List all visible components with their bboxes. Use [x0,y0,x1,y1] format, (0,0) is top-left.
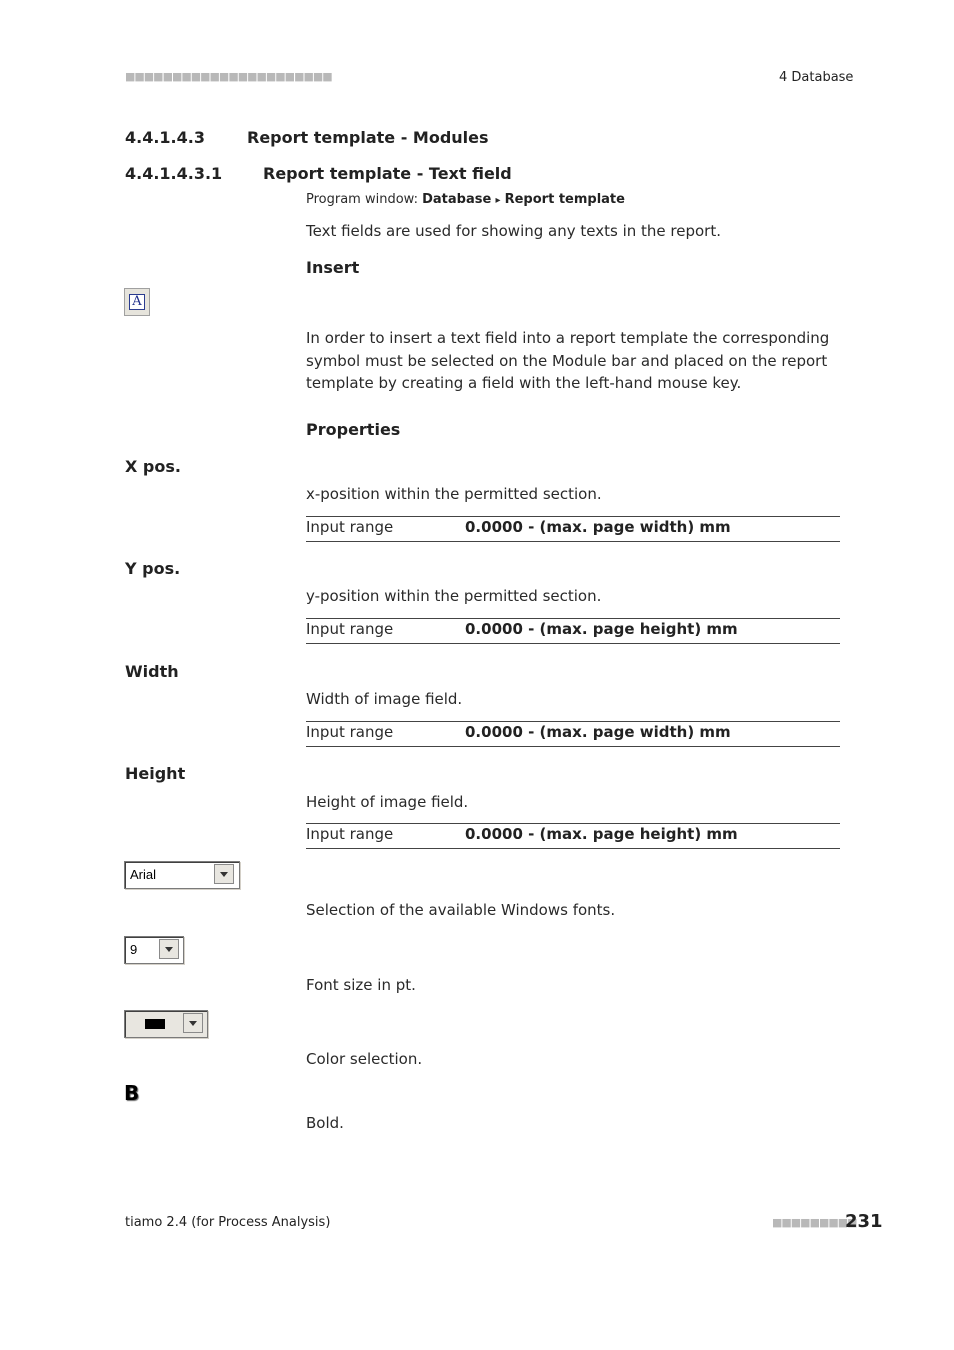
intro-text: Text fields are used for showing any texts in the report. [306,222,721,240]
font-select-value: Arial [130,867,157,882]
text-field-icon-glyph: A [129,294,145,310]
prop-desc-width: Width of image field. [306,690,463,708]
section-heading [125,128,205,147]
insert-line-2: symbol must be selected on the Module bar and placed on the report [306,351,828,370]
text-field-icon [124,288,150,316]
range-value: 0.0000 - (max. page width) mm [465,723,731,741]
range-value: 0.0000 - (max. page height) mm [465,825,738,843]
properties-heading: Properties [306,420,401,439]
program-window-path [306,192,625,207]
subsection-title: Report template - Text field [263,164,512,183]
prop-label-width: Width [125,662,179,681]
color-select[interactable] [124,1010,208,1038]
program-window-prefix: Program window: [306,192,423,207]
prop-desc-height: Height of image field. [306,793,469,811]
footer-product: tiamo 2.4 (for Process Analysis) [125,1215,331,1230]
prop-label-xpos: X pos. [125,457,181,476]
range-key: Input range [306,825,394,843]
chevron-down-icon[interactable] [159,939,179,959]
chevron-down-icon[interactable] [214,864,234,884]
subsection-heading [125,164,222,183]
range-table-ypos [306,618,840,644]
path-separator: ▸ [495,195,501,206]
range-table-height [306,823,840,849]
insert-heading: Insert [306,258,360,277]
section-title: Report template - Modules [247,128,489,147]
prop-desc-ypos: y-position within the permitted section. [306,587,602,605]
range-table-width [306,721,840,747]
subsection-number: 4.4.1.4.3.1 [125,164,223,183]
footer-decoration: ■■■■■■■■■ [772,1216,857,1229]
page-number: 231 [845,1211,883,1232]
chevron-down-icon[interactable] [183,1013,203,1033]
font-size-desc: Font size in pt. [306,976,416,994]
color-select-desc: Color selection. [306,1050,423,1068]
path-report-template: Report template [504,192,625,207]
insert-description [306,327,846,395]
font-size-value: 9 [130,942,138,957]
range-key: Input range [306,620,394,638]
font-select[interactable] [124,861,240,889]
font-size-select[interactable] [124,936,184,964]
bold-icon[interactable]: B [124,1081,140,1105]
insert-line-3: template by creating a field with the left-hand mouse key. [306,374,742,392]
insert-line-1: In order to insert a text field into a report template the corresponding [306,329,830,347]
range-value: 0.0000 - (max. page width) mm [465,518,731,536]
range-value: 0.0000 - (max. page height) mm [465,620,738,638]
chapter-header: 4 Database [779,70,854,85]
range-table-xpos [306,516,840,542]
section-number: 4.4.1.4.3 [125,128,205,147]
prop-desc-xpos: x-position within the permitted section. [306,485,602,503]
bold-desc: Bold. [306,1114,344,1132]
range-key: Input range [306,518,394,536]
range-key: Input range [306,723,394,741]
font-select-desc: Selection of the available Windows fonts. [306,901,616,919]
header-decoration: ■■■■■■■■■■■■■■■■■■■■■■ [125,70,332,83]
color-swatch [145,1019,165,1029]
prop-label-height: Height [125,764,186,783]
path-database: Database [422,192,492,207]
prop-label-ypos: Y pos. [125,559,181,578]
